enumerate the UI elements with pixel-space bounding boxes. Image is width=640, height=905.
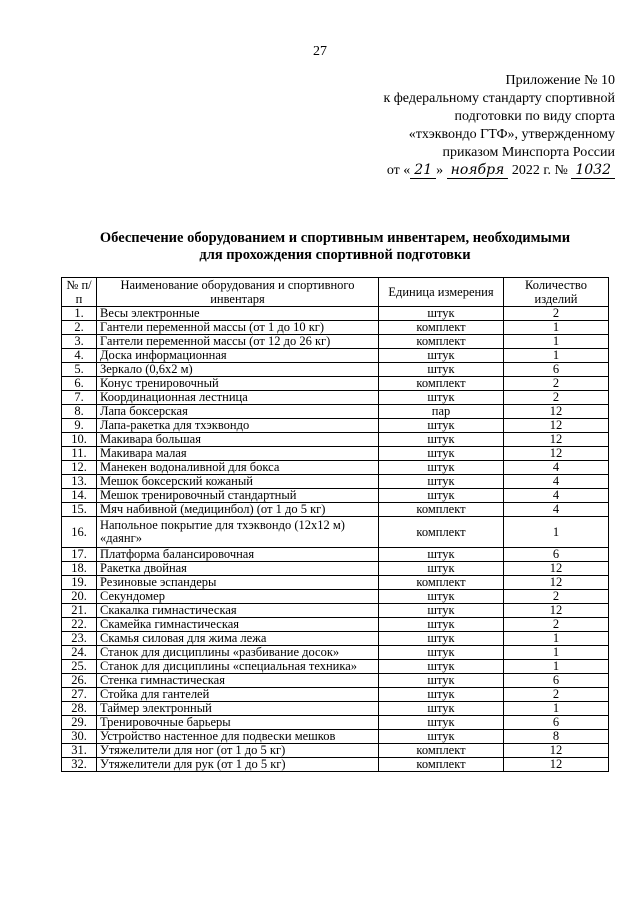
equipment-table (61, 277, 609, 772)
table-row (62, 674, 609, 688)
item-name: Устройство настенное для подвески мешков (97, 730, 379, 744)
item-quantity: 1 (504, 321, 609, 335)
item-name: Станок для дисциплины «разбивание досок» (97, 646, 379, 660)
title-line: Обеспечение оборудованием и спортивным инвентарем, необходимыми (99, 230, 571, 246)
table-body (62, 307, 609, 772)
header-num: № п/п (62, 278, 97, 307)
row-number: 31. (62, 744, 97, 758)
row-number: 9. (62, 419, 97, 433)
table-row (62, 363, 609, 377)
row-number: 16. (62, 517, 97, 548)
item-name: Макивара малая (97, 447, 379, 461)
item-unit: пар (379, 405, 504, 419)
item-unit: штук (379, 702, 504, 716)
item-name: Лапа-ракетка для тхэквондо (97, 419, 379, 433)
item-quantity: 1 (504, 702, 609, 716)
appendix-line: «тхэквондо ГТФ», утвержденному (408, 127, 615, 142)
row-number: 10. (62, 433, 97, 447)
item-unit: штук (379, 363, 504, 377)
row-number: 26. (62, 674, 97, 688)
row-number: 32. (62, 758, 97, 772)
table-row (62, 702, 609, 716)
row-number: 12. (62, 461, 97, 475)
item-quantity: 12 (504, 562, 609, 576)
item-quantity: 12 (504, 405, 609, 419)
table-row (62, 548, 609, 562)
appendix-header (300, 72, 615, 180)
item-name: Зеркало (0,6х2 м) (97, 363, 379, 377)
page-number: 27 (313, 44, 327, 59)
row-number: 8. (62, 405, 97, 419)
header-name: Наименование оборудования и спортивного инвентаря (97, 278, 379, 307)
item-quantity: 12 (504, 744, 609, 758)
row-number: 17. (62, 548, 97, 562)
row-number: 18. (62, 562, 97, 576)
handwritten-month: ноября (447, 162, 509, 179)
table-row (62, 433, 609, 447)
table-row (62, 576, 609, 590)
row-number: 21. (62, 604, 97, 618)
row-number: 1. (62, 307, 97, 321)
date-year: 2022 г. № (511, 163, 568, 178)
item-name: Мешок тренировочный стандартный (97, 489, 379, 503)
row-number: 13. (62, 475, 97, 489)
item-unit: штук (379, 618, 504, 632)
table-row (62, 391, 609, 405)
item-unit: штук (379, 688, 504, 702)
item-name: Ракетка двойная (97, 562, 379, 576)
item-name: Конус тренировочный (97, 377, 379, 391)
item-quantity: 2 (504, 391, 609, 405)
handwritten-day: 21 (410, 162, 436, 179)
header-unit: Единица измерения (379, 278, 504, 307)
item-unit: штук (379, 632, 504, 646)
row-number: 22. (62, 618, 97, 632)
item-unit: штук (379, 461, 504, 475)
item-unit: штук (379, 562, 504, 576)
table-row (62, 744, 609, 758)
item-name: Тренировочные барьеры (97, 716, 379, 730)
item-unit: штук (379, 548, 504, 562)
item-unit: штук (379, 391, 504, 405)
table-row (62, 335, 609, 349)
table-row (62, 590, 609, 604)
row-number: 27. (62, 688, 97, 702)
item-name: Стенка гимнастическая (97, 674, 379, 688)
row-number: 23. (62, 632, 97, 646)
header-qty: Количество изделий (504, 278, 609, 307)
table-row (62, 688, 609, 702)
item-unit: комплект (379, 744, 504, 758)
item-quantity: 12 (504, 576, 609, 590)
item-unit: штук (379, 475, 504, 489)
table-row (62, 489, 609, 503)
order-date-line (300, 162, 615, 180)
row-number: 30. (62, 730, 97, 744)
item-unit: комплект (379, 377, 504, 391)
item-name: Скамья силовая для жима лежа (97, 632, 379, 646)
table-row (62, 660, 609, 674)
item-unit: комплект (379, 321, 504, 335)
item-name: Манекен водоналивной для бокса (97, 461, 379, 475)
item-name: Макивара большая (97, 433, 379, 447)
appendix-line: к федеральному стандарту спортивной (383, 91, 615, 106)
item-name: Мяч набивной (медицинбол) (от 1 до 5 кг) (97, 503, 379, 517)
handwritten-order-number: 1032 (571, 162, 615, 179)
item-unit: штук (379, 447, 504, 461)
row-number: 24. (62, 646, 97, 660)
item-unit: штук (379, 646, 504, 660)
row-number: 6. (62, 377, 97, 391)
row-number: 15. (62, 503, 97, 517)
item-name: Секундомер (97, 590, 379, 604)
item-name: Резиновые эспандеры (97, 576, 379, 590)
table-row (62, 604, 609, 618)
item-quantity: 2 (504, 377, 609, 391)
item-quantity: 12 (504, 419, 609, 433)
row-number: 2. (62, 321, 97, 335)
item-quantity: 1 (504, 646, 609, 660)
item-unit: штук (379, 433, 504, 447)
item-quantity: 2 (504, 590, 609, 604)
table-row (62, 562, 609, 576)
row-number: 20. (62, 590, 97, 604)
item-name: Гантели переменной массы (от 12 до 26 кг) (97, 335, 379, 349)
row-number: 25. (62, 660, 97, 674)
table-row (62, 349, 609, 363)
table-header-row (62, 278, 609, 307)
table-row (62, 716, 609, 730)
appendix-line: приказом Минспорта России (442, 145, 615, 160)
item-unit: штук (379, 660, 504, 674)
item-quantity: 6 (504, 716, 609, 730)
item-quantity: 1 (504, 349, 609, 363)
appendix-line: подготовки по виду спорта (454, 109, 615, 124)
item-unit: комплект (379, 503, 504, 517)
table-row (62, 461, 609, 475)
row-number: 7. (62, 391, 97, 405)
table-row (62, 517, 609, 548)
table-row (62, 377, 609, 391)
row-number: 19. (62, 576, 97, 590)
item-quantity: 2 (504, 688, 609, 702)
row-number: 5. (62, 363, 97, 377)
item-name: Гантели переменной массы (от 1 до 10 кг) (97, 321, 379, 335)
table-row (62, 419, 609, 433)
item-unit: штук (379, 716, 504, 730)
item-unit: штук (379, 590, 504, 604)
item-unit: штук (379, 604, 504, 618)
row-number: 29. (62, 716, 97, 730)
item-name: Доска информационная (97, 349, 379, 363)
date-prefix: от « (386, 163, 411, 178)
item-name: Стойка для гантелей (97, 688, 379, 702)
item-name: Утяжелители для рук (от 1 до 5 кг) (97, 758, 379, 772)
item-quantity: 6 (504, 363, 609, 377)
document-title (60, 230, 610, 264)
item-name: Скакалка гимнастическая (97, 604, 379, 618)
item-quantity: 4 (504, 489, 609, 503)
item-name: Лапа боксерская (97, 405, 379, 419)
item-quantity: 12 (504, 758, 609, 772)
item-name: Весы электронные (97, 307, 379, 321)
title-line: для прохождения спортивной подготовки (199, 247, 471, 263)
table-row (62, 405, 609, 419)
item-unit: штук (379, 730, 504, 744)
table-row (62, 758, 609, 772)
item-name: Утяжелители для ног (от 1 до 5 кг) (97, 744, 379, 758)
table-row (62, 730, 609, 744)
item-quantity: 12 (504, 604, 609, 618)
date-mid: » (436, 163, 444, 178)
item-quantity: 12 (504, 447, 609, 461)
item-quantity: 2 (504, 618, 609, 632)
item-name: Скамейка гимнастическая (97, 618, 379, 632)
item-unit: штук (379, 307, 504, 321)
item-quantity: 4 (504, 461, 609, 475)
table-row (62, 447, 609, 461)
item-quantity: 4 (504, 475, 609, 489)
table-row (62, 475, 609, 489)
item-name: Станок для дисциплины «специальная техника» (97, 660, 379, 674)
item-unit: штук (379, 349, 504, 363)
table-row (62, 321, 609, 335)
item-quantity: 1 (504, 517, 609, 548)
row-number: 11. (62, 447, 97, 461)
item-quantity: 1 (504, 335, 609, 349)
table-row (62, 503, 609, 517)
item-quantity: 1 (504, 632, 609, 646)
item-unit: комплект (379, 335, 504, 349)
item-name: Мешок боксерский кожаный (97, 475, 379, 489)
row-number: 4. (62, 349, 97, 363)
row-number: 14. (62, 489, 97, 503)
item-quantity: 1 (504, 660, 609, 674)
item-quantity: 8 (504, 730, 609, 744)
table-row (62, 618, 609, 632)
item-quantity: 6 (504, 674, 609, 688)
item-unit: штук (379, 674, 504, 688)
table-row (62, 646, 609, 660)
item-quantity: 6 (504, 548, 609, 562)
item-unit: штук (379, 419, 504, 433)
item-unit: комплект (379, 758, 504, 772)
item-name: Напольное покрытие для тхэквондо (12х12 м) «даянг» (97, 517, 379, 548)
item-quantity: 12 (504, 433, 609, 447)
item-quantity: 2 (504, 307, 609, 321)
item-unit: комплект (379, 576, 504, 590)
row-number: 3. (62, 335, 97, 349)
item-unit: комплект (379, 517, 504, 548)
item-quantity: 4 (504, 503, 609, 517)
item-name: Платформа балансировочная (97, 548, 379, 562)
item-unit: штук (379, 489, 504, 503)
appendix-title: Приложение № 10 (505, 73, 615, 88)
item-name: Таймер электронный (97, 702, 379, 716)
item-name: Координационная лестница (97, 391, 379, 405)
table-row (62, 632, 609, 646)
table-row (62, 307, 609, 321)
row-number: 28. (62, 702, 97, 716)
